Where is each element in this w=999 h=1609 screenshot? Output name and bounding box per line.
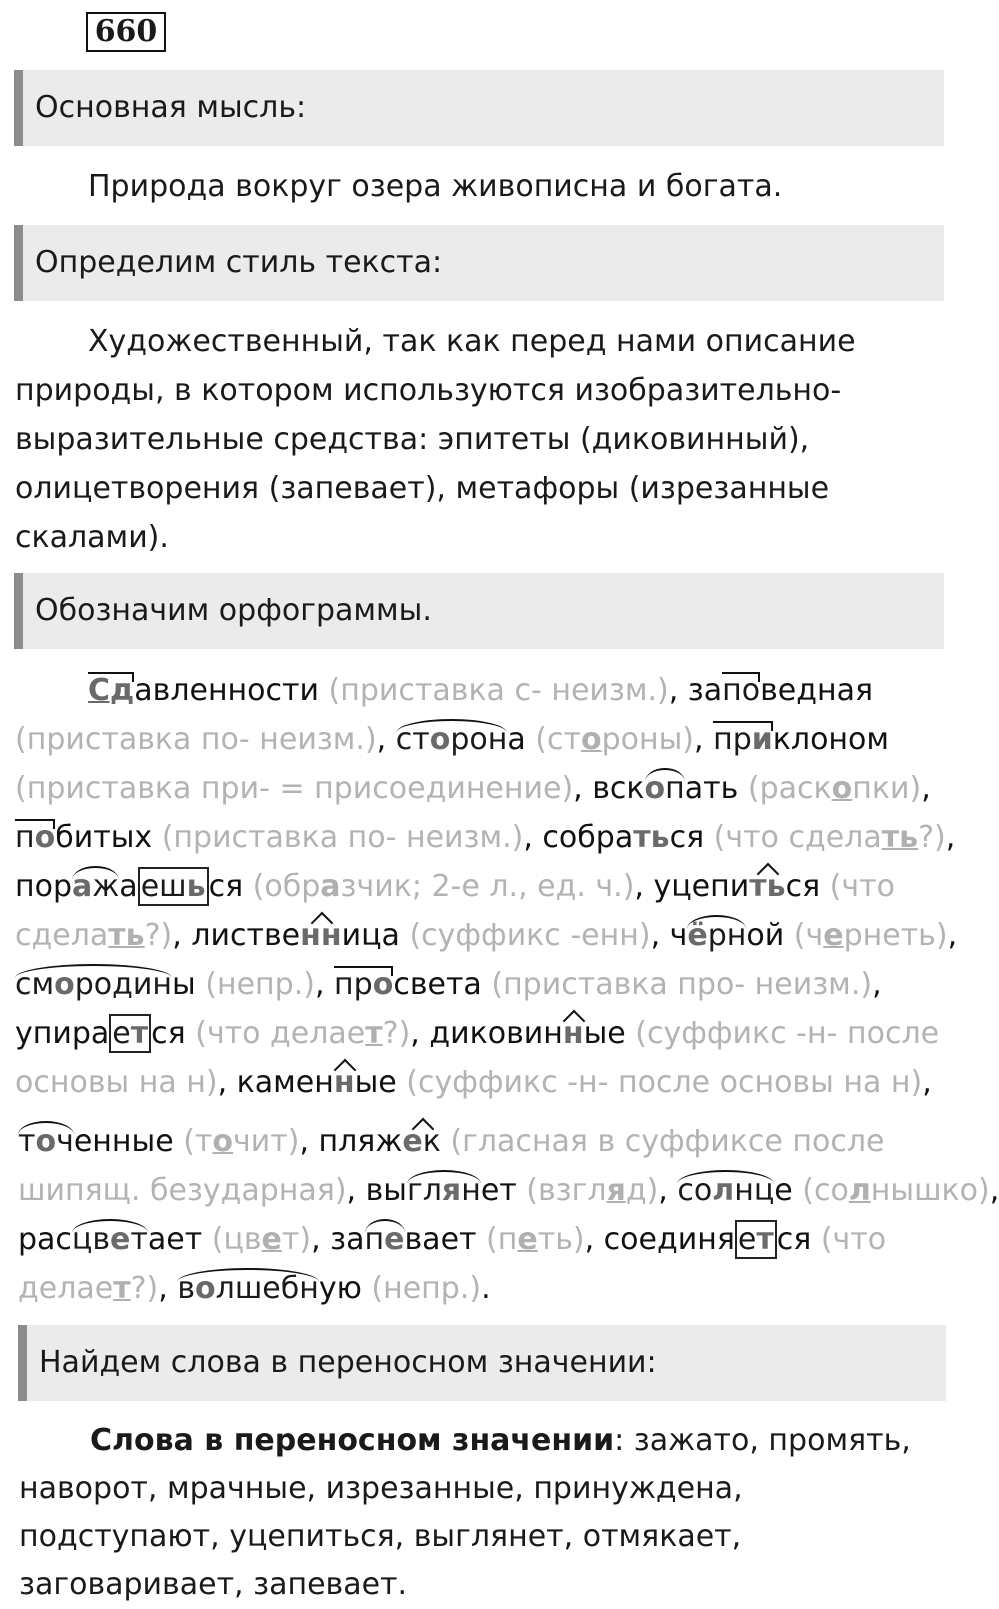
grammar-note: (что сдела <box>713 820 882 855</box>
style-text: Художественный, так как перед нами описание природы, в котором используются изобразительно-выразительные средства: эпитеты (диковинный), олицетворения (запевает), метафоры (изрезанные скалами). <box>15 324 856 555</box>
word-fragment: к <box>422 1124 441 1159</box>
orthogram-text <box>15 666 999 1313</box>
grammar-note: (цв <box>211 1222 262 1257</box>
grammar-note: о <box>212 1124 234 1159</box>
orthogram-letter: л <box>712 1173 735 1208</box>
grammar-note: я <box>606 1173 626 1208</box>
orthogram-line <box>15 1009 945 1058</box>
word-text: ть <box>633 820 670 855</box>
orthogram-letter: т <box>130 1016 149 1051</box>
word-text: ы <box>172 967 206 1002</box>
word-fragment: е <box>112 1016 131 1051</box>
word-text: ает <box>147 1222 212 1257</box>
word-text: упира <box>15 1016 110 1051</box>
section-header-orthograms <box>14 573 944 649</box>
grammar-note: шипящ. безударная) <box>18 1173 347 1208</box>
grammar-note: основы на н) <box>15 1065 218 1100</box>
word-text: пор <box>15 869 73 904</box>
orthogram-letter: я <box>441 1173 462 1208</box>
orthogram-line <box>15 911 958 960</box>
orthogram-line <box>15 1058 945 1107</box>
word-text: , <box>658 1173 678 1208</box>
orthogram-letter: н <box>333 1065 355 1100</box>
main-idea-text: Природа вокруг озера живописна и богата. <box>88 169 783 204</box>
grammar-note: нышко) <box>870 1173 990 1208</box>
word-text: а <box>507 722 536 757</box>
word-text: , <box>945 820 956 855</box>
orthogram-letter: о <box>54 967 75 1002</box>
root-mark <box>15 960 172 1009</box>
task-number: 660 <box>86 12 166 52</box>
section-header-style <box>14 225 944 301</box>
word-fragment: п <box>15 820 35 855</box>
word-fragment: ж <box>92 869 120 904</box>
orthogram-letter: нн <box>300 918 342 953</box>
suffix-mark <box>749 862 785 911</box>
root-mark <box>687 911 746 960</box>
grammar-note: ?) <box>130 1271 159 1306</box>
suffix-mark <box>300 911 341 960</box>
orthogram-letter: е <box>402 1124 423 1159</box>
grammar-note: ть <box>881 820 919 855</box>
word-text: , <box>922 1065 932 1100</box>
orthogram-letter: а <box>72 869 93 904</box>
grammar-note: (непр.) <box>371 1271 482 1306</box>
ending-mark <box>138 867 209 906</box>
word-fragment: ч <box>56 1124 74 1159</box>
orthogram-line <box>15 715 945 764</box>
orthogram-letter: ё <box>687 918 708 953</box>
word-fragment: в <box>177 1271 196 1306</box>
prefix-mark <box>713 715 773 764</box>
grammar-note: (что <box>829 869 895 904</box>
grammar-note: о <box>831 771 853 806</box>
word-text: , <box>872 967 882 1002</box>
word-fragment: т <box>18 1124 36 1159</box>
word-text: ет <box>480 1173 527 1208</box>
grammar-note: а <box>320 869 341 904</box>
grammar-note: ?) <box>144 918 173 953</box>
orthogram-letter: т <box>756 1222 774 1257</box>
orthogram-letter: е <box>384 1222 405 1257</box>
word-text: ой <box>746 918 794 953</box>
word-text: , листве <box>172 918 301 953</box>
grammar-note: (ст <box>535 722 581 757</box>
grammar-note: л <box>848 1173 871 1208</box>
word-text: ся <box>669 820 714 855</box>
word-text: , <box>921 771 931 806</box>
root-mark <box>677 1166 774 1215</box>
word-text: , соединя <box>584 1222 735 1257</box>
grammar-note: (ч <box>793 918 824 953</box>
orthogram-letter: о <box>35 1124 57 1159</box>
section-header-label: Найдем слова в переносном значении: <box>39 1345 657 1380</box>
word-text: ся <box>776 1222 821 1257</box>
grammar-note: (гласная в суффиксе после <box>450 1124 885 1159</box>
orthogram-letter: о <box>372 967 394 1002</box>
word-text: енные <box>73 1124 184 1159</box>
word-text: , <box>158 1271 178 1306</box>
grammar-note: рнеть) <box>843 918 948 953</box>
orthogram-line <box>15 960 945 1009</box>
word-fragment: нц <box>734 1173 775 1208</box>
orthogram-line <box>15 1166 999 1215</box>
prefix-mark <box>334 960 393 1009</box>
suffix-mark <box>334 1058 355 1107</box>
root-mark <box>396 715 508 764</box>
word-text: а <box>119 869 138 904</box>
grammar-note: ть) <box>537 1222 585 1257</box>
word-text: , <box>694 722 714 757</box>
word-text: , пляж <box>299 1124 403 1159</box>
suffix-mark <box>402 1117 440 1166</box>
grammar-note: е <box>823 918 844 953</box>
word-text: , уцепи <box>634 869 750 904</box>
word-text: ую <box>318 1271 372 1306</box>
grammar-note: (п <box>486 1222 518 1257</box>
suffix-mark <box>563 1009 584 1058</box>
word-text: , за <box>668 673 723 708</box>
line-gap <box>15 1107 945 1117</box>
word-text: ые <box>354 1065 407 1100</box>
word-text: авленности <box>134 673 329 708</box>
orthogram-line <box>15 813 956 862</box>
prefix-mark <box>722 666 760 715</box>
root-mark <box>365 1215 405 1264</box>
orthogram-letter: ть <box>749 869 786 904</box>
section-header-figurative <box>18 1325 946 1401</box>
orthogram-line <box>15 764 945 813</box>
grammar-note: е <box>517 1222 538 1257</box>
word-text: ать <box>684 771 748 806</box>
word-text: ые <box>583 1016 636 1051</box>
word-fragment: п <box>665 771 685 806</box>
root-mark <box>72 862 119 911</box>
orthogram-letter: о <box>34 820 56 855</box>
word-fragment: гл <box>406 1173 442 1208</box>
grammar-note: ть <box>108 918 145 953</box>
grammar-note: (приставка с- неизм.) <box>328 673 669 708</box>
grammar-note: (суффикс -н- после основы на н) <box>406 1065 923 1100</box>
word-fragment: рон <box>450 722 508 757</box>
word-fragment: еш <box>140 869 187 904</box>
grammar-note: т <box>365 1016 383 1051</box>
orthogram-line <box>15 1117 945 1166</box>
root-mark <box>177 1264 319 1313</box>
word-text: ся <box>208 869 253 904</box>
section-header-label: Основная мысль: <box>35 90 307 125</box>
prefix-mark <box>15 813 55 862</box>
grammar-note: т <box>113 1271 131 1306</box>
word-fragment: пр <box>334 967 373 1002</box>
word-text: , <box>376 722 396 757</box>
grammar-note: ?) <box>918 820 946 855</box>
grammar-note: делае <box>18 1271 114 1306</box>
section-header-label: Определим стиль текста: <box>35 245 443 280</box>
orthogram-line <box>15 862 945 911</box>
word-text: ся <box>785 869 830 904</box>
grammar-note: о <box>580 722 602 757</box>
word-text: вает <box>404 1222 487 1257</box>
word-text: , вы <box>346 1173 407 1208</box>
grammar-note: (раск <box>747 771 832 806</box>
figurative-words-list: : зажато, промять, наворот, мрачные, изрезанные, принуждена, подступают, уцепиться, выглянет, отмякает, заговаривает, запевает. <box>19 1423 911 1602</box>
word-fragment: см <box>15 967 55 1002</box>
word-fragment: ст <box>395 722 430 757</box>
orthogram-letter: е <box>110 1222 131 1257</box>
word-fragment: т <box>130 1222 148 1257</box>
grammar-note: (т <box>183 1124 213 1159</box>
figurative-words-answer <box>19 1417 945 1609</box>
word-text: клоном <box>772 722 890 757</box>
orthogram-line <box>15 1215 945 1264</box>
word-text: , собра <box>523 820 634 855</box>
word-fragment: цв <box>71 1222 111 1257</box>
grammar-note: чит) <box>233 1124 300 1159</box>
word-fragment: пр <box>713 722 752 757</box>
root-mark <box>72 1215 148 1264</box>
grammar-note: роны) <box>601 722 694 757</box>
word-text: , диковин <box>410 1016 563 1051</box>
ending-mark <box>109 1014 151 1053</box>
word-text: , за <box>311 1222 365 1257</box>
section-header-main-idea <box>14 70 944 146</box>
prefix-mark <box>88 666 134 715</box>
word-text: , <box>947 918 958 953</box>
grammar-note: (обр <box>252 869 321 904</box>
grammar-note: (приставка при- = присоединение) <box>15 771 574 806</box>
word-fragment: п <box>364 1222 385 1257</box>
word-text: , ч <box>650 918 688 953</box>
word-fragment: родин <box>74 967 173 1002</box>
orthogram-letter: о <box>644 771 666 806</box>
orthogram-letter: Сд <box>88 673 135 708</box>
word-fragment: рн <box>707 918 747 953</box>
grammar-note: (приставка по- неизм.) <box>161 820 524 855</box>
orthogram-line <box>15 666 945 715</box>
section-header-label: Обозначим орфограммы. <box>35 593 432 628</box>
word-text: е <box>774 1173 803 1208</box>
word-text: . <box>481 1271 491 1306</box>
grammar-note: е <box>261 1222 282 1257</box>
orthogram-letter: н <box>562 1016 584 1051</box>
grammar-note: т) <box>281 1222 312 1257</box>
ending-mark <box>735 1220 777 1259</box>
grammar-note: зчик; 2-е л., ед. ч.) <box>340 869 635 904</box>
word-fragment: по <box>722 673 761 708</box>
orthogram-letter: ь <box>186 869 206 904</box>
grammar-note: (непр.) <box>205 967 315 1002</box>
word-text: ведная <box>760 673 874 708</box>
grammar-note: (суффикс -енн) <box>409 918 651 953</box>
orthogram-line <box>15 1264 945 1313</box>
word-fragment: лшебн <box>215 1271 319 1306</box>
word-text: ся <box>151 1016 196 1051</box>
word-text: битых <box>55 820 162 855</box>
root-mark <box>18 1117 74 1166</box>
grammar-note: ?) <box>382 1016 411 1051</box>
word-fragment: е <box>737 1222 757 1257</box>
grammar-note: (приставка по- неизм.) <box>15 722 377 757</box>
grammar-note: сдела <box>15 918 109 953</box>
figurative-words-label: Слова в переносном значении <box>90 1423 615 1458</box>
root-mark <box>407 1166 481 1215</box>
word-text: , камен <box>217 1065 334 1100</box>
grammar-note: (суффикс -н- после <box>635 1016 940 1051</box>
root-mark <box>645 764 685 813</box>
grammar-note: пки) <box>852 771 922 806</box>
grammar-note: (что <box>820 1222 887 1257</box>
word-fragment: н <box>461 1173 481 1208</box>
grammar-note: (что делае <box>195 1016 366 1051</box>
word-text: света <box>393 967 492 1002</box>
grammar-note: (взгл <box>526 1173 607 1208</box>
orthogram-letter: о <box>429 722 451 757</box>
word-text: , <box>314 967 335 1002</box>
word-text: ица <box>341 918 410 953</box>
grammar-note: (со <box>802 1173 849 1208</box>
orthogram-letter: и <box>751 722 773 757</box>
orthogram-letter: о <box>195 1271 216 1306</box>
word-fragment: со <box>677 1173 713 1208</box>
word-text: , <box>989 1173 999 1208</box>
grammar-note: (приставка про- неизм.) <box>491 967 873 1002</box>
word-text: рас <box>18 1222 72 1257</box>
word-text <box>441 1124 451 1159</box>
word-text: , вск <box>573 771 645 806</box>
grammar-note: д) <box>625 1173 659 1208</box>
